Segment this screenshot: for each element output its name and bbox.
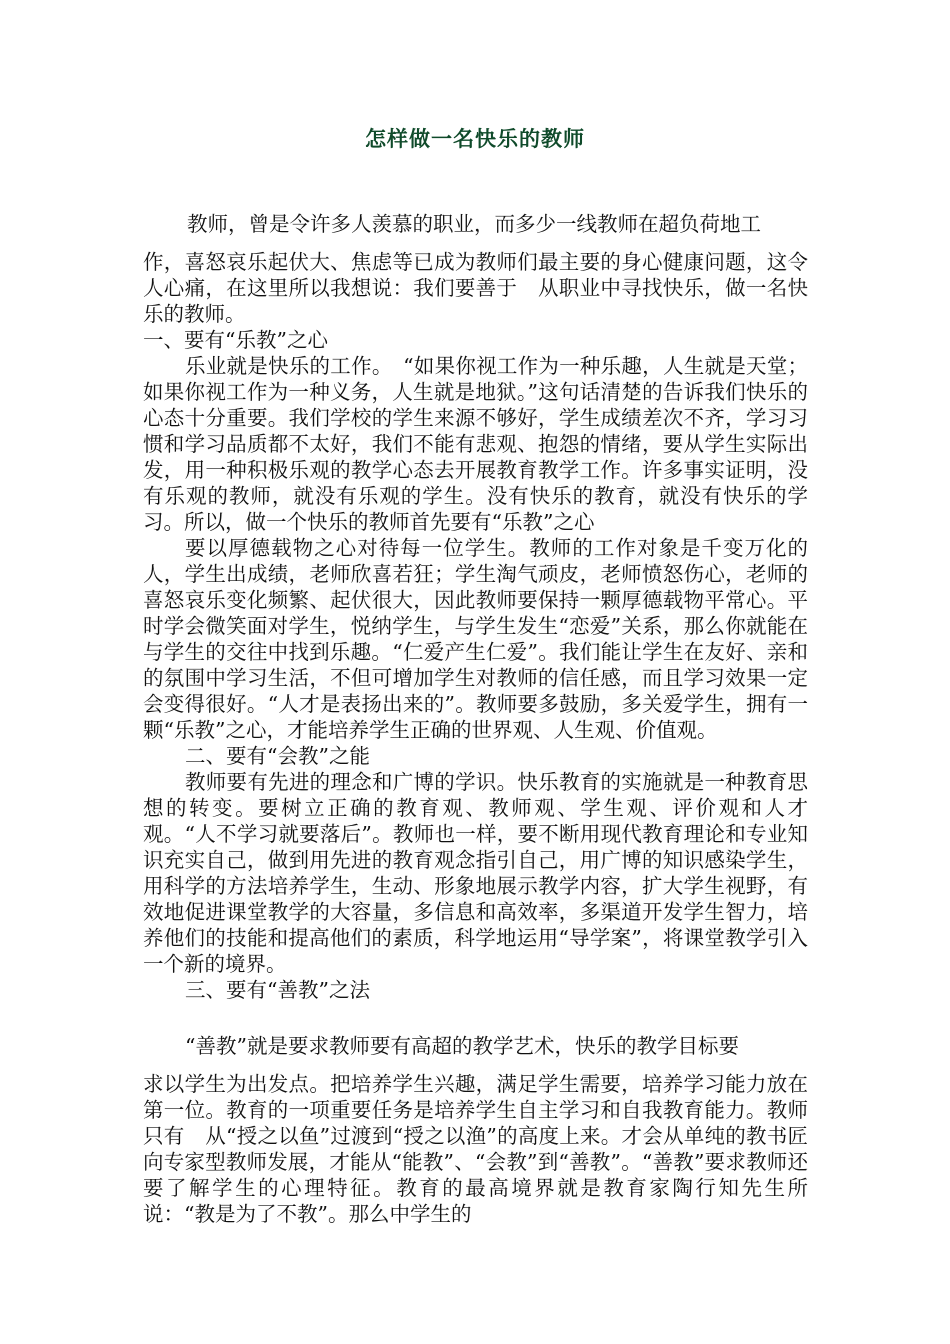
document-body-part3	[143, 1033, 808, 1059]
document-body-part4	[143, 1071, 808, 1227]
heading-section-2: 二、要有“会教”之能	[185, 744, 370, 768]
document-body-part1	[143, 211, 808, 237]
paragraph-section-2: 教师要有先进的理念和广博的学识。快乐教育的实施就是一种教育思想的转变。要树立正确的教育观、教师观、学生观、评价观和人才观。“人不学习就要落后”。教师也一样，要不断用现代教育理论和专业知识充实自己，做到用先进的教育观念指引自己，用广博的知识感染学生，用科学的方法培养学生，生动、形象地展示教学内容，扩大学生视野，有效地促进课堂教学的大容量，多信息和高效率，多渠道开发学生智力，培养他们的技能和提高他们的素质，科学地运用“导学案”，将课堂教学引入一个新的境界。	[143, 770, 808, 976]
document-title: 怎样做一名快乐的教师	[365, 127, 585, 151]
heading-section-1: 一、要有“乐教”之心	[143, 328, 328, 352]
paragraph-section-3-line1: “善教”就是要求教师要有高超的教学艺术，快乐的教学目标要	[185, 1034, 739, 1058]
paragraph-intro-line1: 教师，曾是令许多人羡慕的职业，而多少一线教师在超负荷地工	[187, 212, 761, 236]
paragraph-section-1b: 要以厚德载物之心对待每一位学生。教师的工作对象是千变万化的人，学生出成绩，老师欣喜若狂；学生淘气顽皮，老师愤怒伤心，老师的喜怒哀乐变化频繁、起伏很大，因此教师要保持一颗厚德载物平常心。平时学会微笑面对学生，悦纳学生，与学生发生“恋爱”关系，那么你就能在与学生的交往中找到乐趣。“仁爱产生仁爱”。我们能让学生在友好、亲和的氛围中学习生活，不但可增加学生对教师的信任感，而且学习效果一定会变得很好。“人才是表扬出来的”。教师要多鼓励，多关爱学生，拥有一颗“乐教”之心，才能培养学生正确的世界观、人生观、价值观。	[143, 536, 808, 742]
document-body-part2	[143, 249, 808, 1003]
heading-section-3: 三、要有“善教”之法	[185, 978, 370, 1002]
paragraph-section-1a: 乐业就是快乐的工作。 “如果你视工作为一种乐趣，人生就是天堂；如果你视工作为一种义务，人生就是地狱。”这句话清楚的告诉我们快乐的心态十分重要。我们学校的学生来源不够好，学生成绩差次不齐，学习习惯和学习品质都不太好，我们不能有悲观、抱怨的情绪，要从学生实际出发，用一种积极乐观的教学心态去开展教育教学工作。许多事实证明，没有乐观的教师，就没有乐观的学生。没有快乐的教育，就没有快乐的学习。所以，做一个快乐的教师首先要有“乐教”之心	[143, 354, 808, 534]
paragraph-intro-cont: 作，喜怒哀乐起伏大、焦虑等已成为教师们最主要的身心健康问题，这令人心痛，在这里所以我想说：我们要善于 从职业中寻找快乐，做一名快乐的教师。	[143, 250, 808, 326]
paragraph-section-3-cont: 求以学生为出发点。把培养学生兴趣，满足学生需要，培养学习能力放在第一位。教育的一项重要任务是培养学生自主学习和自我教育能力。教师只有 从“授之以鱼”过渡到“授之以渔”的高度上来。才会从单纯的教书匠向专家型教师发展，才能从“能教”、“会教”到“善教”。“善教”要求教师还要了解学生的心理特征。教育的最高境界就是教育家陶行知先生所说：“教是为了不教”。那么中学生的	[143, 1072, 808, 1226]
